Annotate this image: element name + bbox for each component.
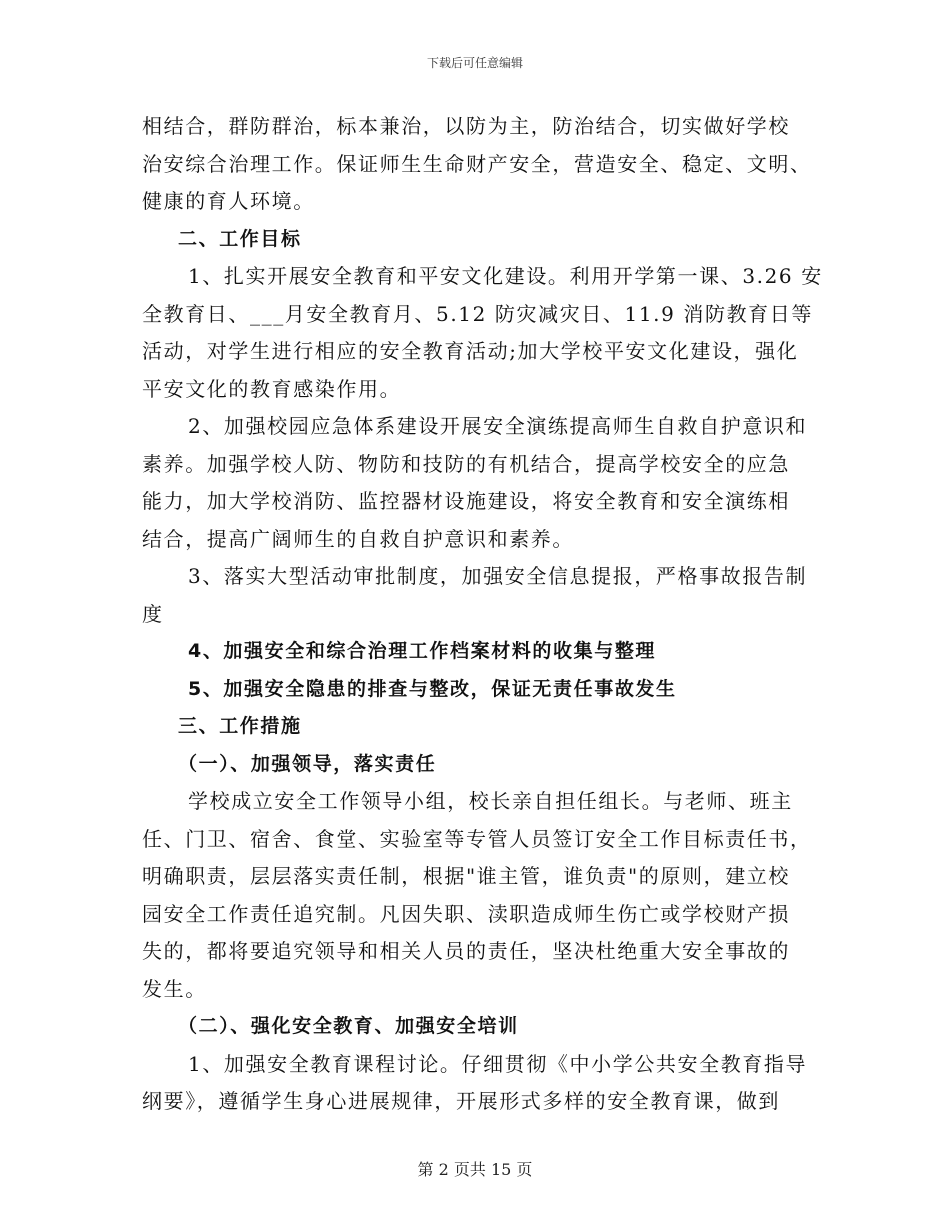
body-line: 平安文化的教育感染作用。 — [142, 376, 402, 401]
body-line: 能力，加大学校消防、监控器材设施建设，将安全教育和安全演练相 — [142, 489, 790, 513]
body-line: 1、加强安全教育课程讨论。仔细贯彻《中小学公共安全教育指导 — [188, 1051, 808, 1076]
body-line: 明确职责，层层落实责任制，根据"谁主管，谁负责"的原则，建立校 — [142, 864, 790, 888]
body-line: 学校成立安全工作领导小组，校长亲自担任组长。与老师、班主 — [188, 789, 793, 813]
body-line: 3、落实大型活动审批制度，加强安全信息提报，严格事故报告制 — [188, 564, 808, 588]
section-heading: 二、工作目标 — [178, 227, 302, 250]
body-line: 任、门卫、宿舍、食堂、实验室等专管人员签订安全工作目标责任书， — [142, 826, 812, 851]
body-line: 纲要》，遵循学生身心进展规律，开展形式多样的安全教育课，做到 — [142, 1089, 780, 1113]
page-footer: 第 2 页共 15 页 — [417, 1160, 533, 1179]
body-line: 发生。 — [142, 976, 207, 1001]
body-line: 治安综合治理工作。保证师生生命财产安全，营造安全、稳定、文明、 — [142, 151, 812, 176]
body-line: 园安全工作责任追究制。凡因失职、渎职造成师生伤亡或学校财产损 — [142, 901, 790, 926]
body-line: 失的，都将要追究领导和相关人员的责任，坚决杜绝重大安全事故的 — [142, 939, 790, 963]
page-header: 下载后可任意编辑 — [426, 56, 523, 70]
body-line: 健康的育人环境。 — [142, 189, 315, 213]
body-line: 2、加强校园应急体系建设开展安全演练提高师生自救自护意识和 — [188, 414, 808, 438]
body-line: 素养。加强学校人防、物防和技防的有机结合，提高学校安全的应急 — [142, 451, 790, 476]
bold-item: 4、加强安全和综合治理工作档案材料的收集与整理 — [188, 640, 657, 662]
body-line: 活动，对学生进行相应的安全教育活动;加大学校平安文化建设，强化 — [142, 339, 799, 363]
section-heading: 三、工作措施 — [178, 715, 302, 737]
subsection-heading: （一）、加强领导，落实责任 — [178, 752, 437, 775]
body-line: 结合，提高广阔师生的自救自护意识和素养。 — [142, 526, 574, 551]
subsection-heading: （二）、强化安全教育、加强安全培训 — [178, 1015, 519, 1037]
body-line: 全教育日、___月安全教育月、5.12 防灾减灾日、11.9 消防教育日等 — [142, 301, 813, 326]
body-line: 相结合，群防群治，标本兼治，以防为主，防治结合，切实做好学校 — [142, 114, 790, 138]
bold-item: 5、加强安全隐患的排查与整改，保证无责任事故发生 — [188, 677, 677, 700]
document-body — [142, 108, 823, 1121]
body-line: 1、扎实开展安全教育和平安文化建设。利用开学第一课、3.26 安 — [188, 264, 823, 288]
body-line: 度 — [142, 601, 164, 626]
